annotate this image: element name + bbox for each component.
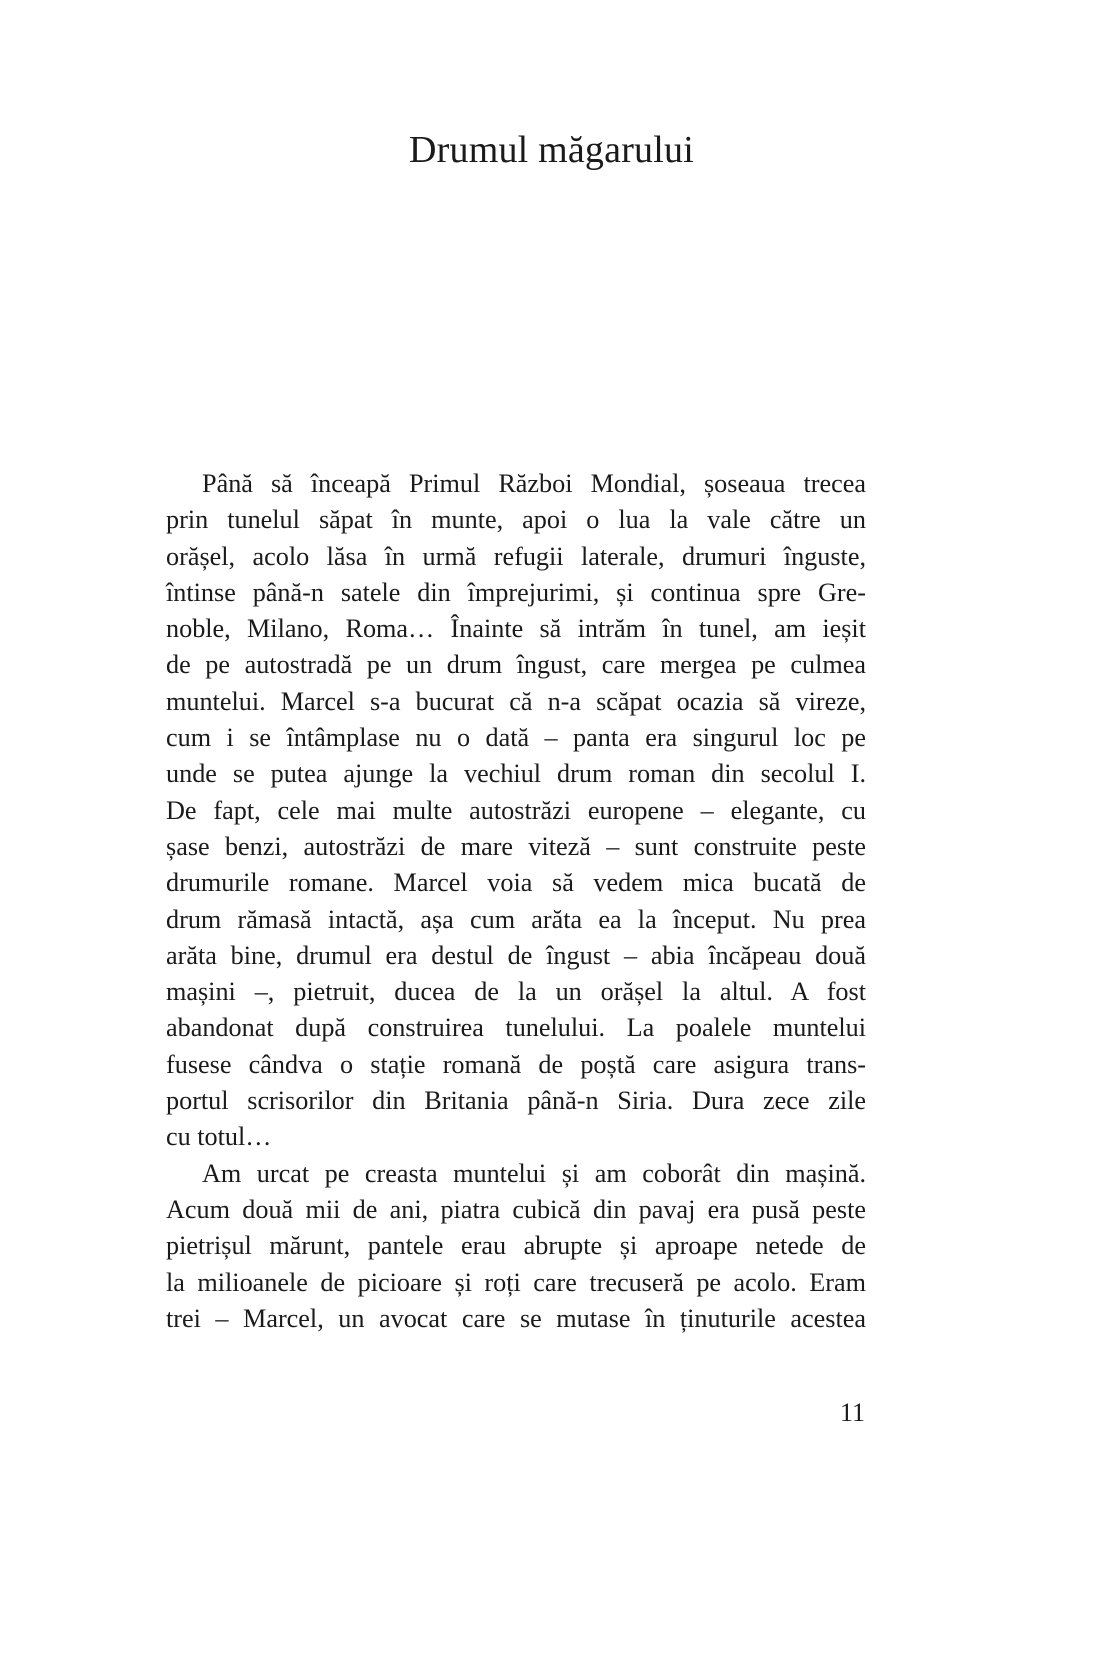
page-number: 11 (839, 1398, 865, 1427)
text-line: întinse până-n satele din împrejurimi, și continua spre Gre- (166, 577, 866, 607)
text-line: arăta bine, drumul era destul de îngust – abia încăpeau două (166, 940, 866, 970)
text-line: mașini –, pietruit, ducea de la un orășel la altul. A fost (166, 977, 866, 1007)
text-line: prin tunelul săpat în munte, apoi o lua la vale către un (166, 505, 866, 535)
text-line: drumurile romane. Marcel voia să vedem mica bucată de (166, 868, 866, 898)
text-line: pietrișul mărunt, pantele erau abrupte și aproape netede de (166, 1231, 866, 1261)
body-text (166, 466, 866, 1337)
text-line: cum i se întâmplase nu o dată – panta era singurul loc pe (166, 723, 866, 753)
text-line: portul scrisorilor din Britania până-n Siria. Dura zece zile (166, 1086, 866, 1116)
text-line: fusese cândva o stație romană de poștă care asigura trans- (166, 1049, 866, 1079)
text-line: noble, Milano, Roma… Înainte să intrăm în tunel, am ieșit (166, 614, 866, 644)
text-line: Până să înceapă Primul Război Mondial, șoseaua trecea (202, 469, 866, 498)
text-line: drum rămasă intactă, așa cum arăta ea la început. Nu prea (166, 904, 866, 934)
text-line: De fapt, cele mai multe autostrăzi europene – elegante, cu (166, 795, 866, 825)
text-line: Acum două mii de ani, piatra cubică din pavaj era pusă peste (166, 1194, 866, 1224)
paragraph (166, 1156, 866, 1337)
text-line: cu totul… (166, 1122, 272, 1152)
text-line: unde se putea ajunge la vechiul drum roman din secolul I. (166, 759, 866, 789)
text-line: orășel, acolo lăsa în urmă refugii laterale, drumuri înguste, (166, 541, 866, 571)
text-line: trei – Marcel, un avocat care se mutase în ținuturile acestea (166, 1303, 866, 1333)
text-line: la milioanele de picioare și roți care trecuseră pe acolo. Eram (166, 1267, 866, 1297)
text-line: de pe autostradă pe un drum îngust, care mergea pe culmea (166, 650, 866, 680)
text-line: abandonat după construirea tunelului. La poalele muntelui (166, 1013, 866, 1043)
chapter-title: Drumul măgarului (409, 129, 694, 171)
text-line: Am urcat pe creasta muntelui și am coborât din mașină. (202, 1158, 866, 1188)
text-line: șase benzi, autostrăzi de mare viteză – sunt construite peste (166, 831, 866, 861)
paragraph (166, 466, 866, 1156)
text-line: muntelui. Marcel s-a bucurat că n-a scăpat ocazia să vireze, (166, 686, 866, 716)
